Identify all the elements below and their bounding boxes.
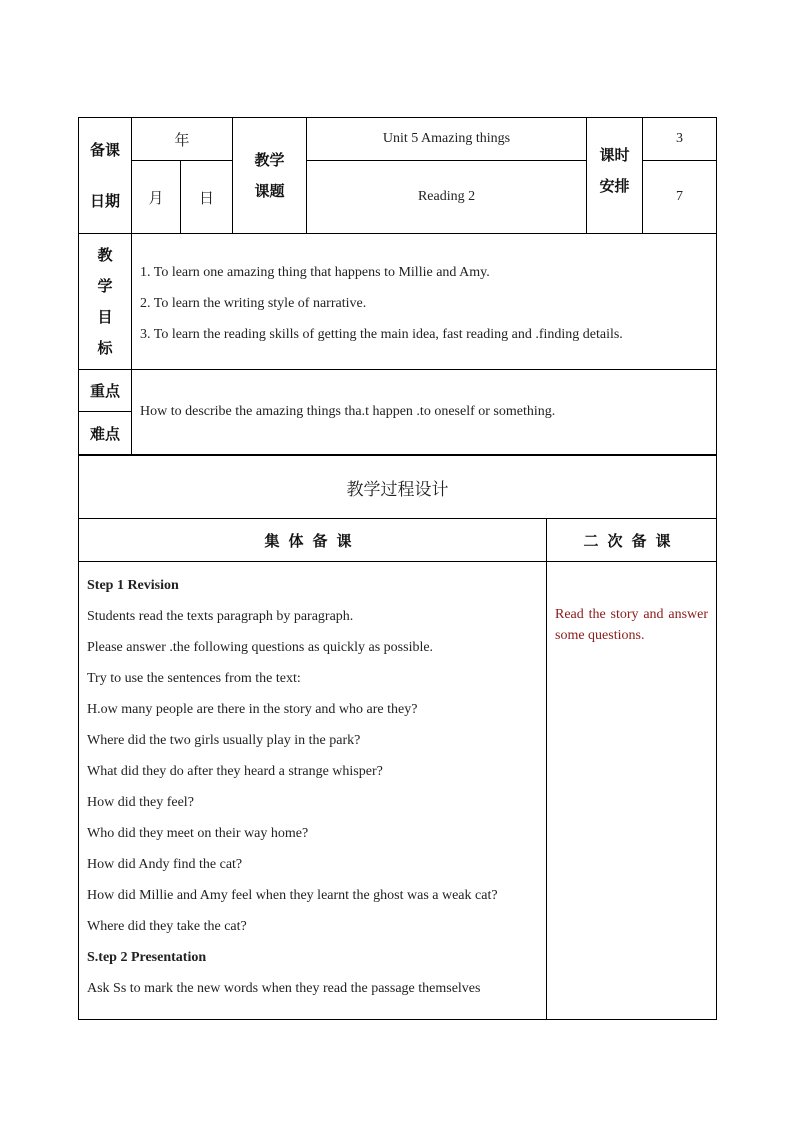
key-point-label xyxy=(79,370,132,412)
process-title-cell xyxy=(79,456,717,519)
process-line: How did they feel? xyxy=(87,795,194,810)
process-line: Where did the two girls usually play in the park? xyxy=(87,733,361,748)
prep-label-top: 备课 xyxy=(89,140,120,159)
process-line: Where did they take the cat? xyxy=(87,919,247,934)
secondary-prep-label: 二次备课 xyxy=(583,531,680,550)
objective-item: 3. To learn the reading skills of getting the main idea, fast reading and .finding details. xyxy=(140,327,623,342)
period-label xyxy=(587,118,643,234)
collective-prep-content xyxy=(79,562,547,1020)
topic-label xyxy=(233,118,307,234)
collective-prep-header xyxy=(79,519,547,562)
period-label-top: 课时 xyxy=(599,146,630,164)
unit-title-cell xyxy=(307,118,587,161)
secondary-prep-content xyxy=(547,562,717,1020)
objectives-label-char: 学 xyxy=(97,276,113,295)
day-cell xyxy=(181,161,233,234)
day-label: 日 xyxy=(199,188,215,207)
secondary-prep-note: Read the story and answer some questions. xyxy=(555,607,708,643)
prep-date-label xyxy=(79,118,132,234)
key-points-content xyxy=(132,370,717,455)
year-cell xyxy=(132,118,233,161)
topic-label-bottom: 课题 xyxy=(254,181,285,200)
month-label: 月 xyxy=(148,188,164,207)
period-value-bottom: 7 xyxy=(676,189,684,204)
step-heading: Step 1 Revision xyxy=(87,578,179,593)
period-value-top-cell xyxy=(643,118,717,161)
objective-item: 1. To learn one amazing thing that happens to Millie and Amy. xyxy=(140,265,490,280)
process-line: How did Millie and Amy feel when they learnt the ghost was a weak cat? xyxy=(87,888,498,903)
process-line: Ask Ss to mark the new words when they read the passage themselves xyxy=(87,981,481,996)
topic-label-top: 教学 xyxy=(254,150,285,169)
objectives-label-char: 教 xyxy=(97,245,113,264)
unit-title: Unit 5 Amazing things xyxy=(382,131,511,146)
process-line: Students read the texts paragraph by paragraph. xyxy=(87,609,354,624)
period-value-top: 3 xyxy=(676,131,684,146)
difficult-point-label-text: 难点 xyxy=(89,424,120,443)
process-line: Please answer .the following questions as quickly as possible. xyxy=(87,640,434,655)
objectives-content xyxy=(132,234,717,370)
collective-prep-label: 集体备课 xyxy=(264,531,361,550)
period-label-bottom: 安排 xyxy=(599,177,630,195)
prep-label-bottom: 日期 xyxy=(89,191,120,210)
month-cell xyxy=(132,161,181,234)
key-point-label-text: 重点 xyxy=(89,382,120,400)
teaching-process-table xyxy=(78,455,717,1020)
objectives-label-char: 标 xyxy=(97,338,113,357)
process-line: How did Andy find the cat? xyxy=(87,857,243,872)
process-line: Try to use the sentences from the text: xyxy=(87,671,301,686)
step-heading: S.tep 2 Presentation xyxy=(87,950,207,965)
difficult-point-label xyxy=(79,412,132,455)
secondary-prep-header xyxy=(547,519,717,562)
process-line: What did they do after they heard a strange whisper? xyxy=(87,764,383,779)
lesson-title: Reading 2 xyxy=(417,189,476,204)
year-label: 年 xyxy=(174,130,190,149)
process-line: Who did they meet on their way home? xyxy=(87,826,309,841)
lesson-title-cell xyxy=(307,161,587,234)
process-title: 教学过程设计 xyxy=(346,479,449,500)
objectives-label-char: 目 xyxy=(97,307,113,326)
lesson-header-table xyxy=(78,117,717,455)
objectives-label xyxy=(79,234,132,370)
objective-item: 2. To learn the writing style of narrative. xyxy=(140,296,367,311)
period-value-bottom-cell xyxy=(643,161,717,234)
process-lines xyxy=(87,570,536,1004)
key-points-text: How to describe the amazing things tha.t happen .to oneself or something. xyxy=(140,404,556,419)
process-line: H.ow many people are there in the story and who are they? xyxy=(87,702,418,717)
